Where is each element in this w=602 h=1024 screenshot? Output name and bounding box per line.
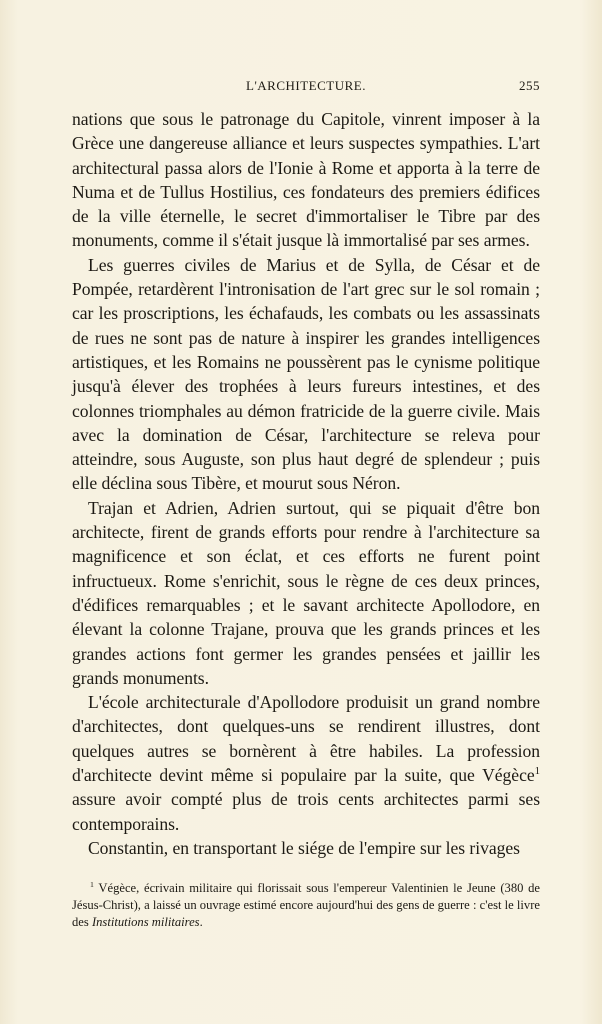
paragraph-4-text-before-note: L'école architecturale d'Apollodore produisit un grand nombre d'architectes, dont quelques-uns se rendirent illustres, dont quelques autres se bornèrent à être habiles. La profession d'architecte devint même si populaire par la suite, que Végèce	[72, 692, 540, 786]
running-title: L'ARCHITECTURE.	[246, 78, 366, 93]
footnote-reference-mark: 1	[534, 765, 540, 778]
page-number: 255	[519, 78, 540, 93]
footnote	[72, 880, 540, 932]
paragraph-4-text-after-note: assure avoir compté plus de trois cents architectes parmi ses contemporains.	[72, 789, 540, 834]
footnote-text: Végèce, écrivain militaire qui florissait sous l'empereur Valentinien le Jeune (380 de Jésus-Christ), a laissé un ouvrage estimé encore aujourd'hui des gens de guerre : c'est le livre des	[72, 881, 540, 930]
paragraph-4	[72, 690, 540, 836]
paragraph-5: Constantin, en transportant le siége de l'empire sur les rivages	[88, 837, 520, 858]
footnote-title: Institutions militaires	[91, 915, 200, 930]
footnote-title-wrapper	[92, 915, 200, 929]
paragraph-2: Les guerres civiles de Marius et de Sylla, de César et de Pompée, retardèrent l'intronisation de l'art grec sur le sol romain ; car les proscriptions, les échafauds, les combats ou les assassinats de rues ne sont pas de nature à inspirer les grandes intelligences artistiques, et les Romains ne poussèrent pas le cynisme politique jusqu'à élever des trophées à leurs fureurs intestines, et des colonnes triomphales au démon fratricide de la guerre civile. Mais avec la domination de César, l'architecture se releva pour atteindre, sous Auguste, son plus haut degré de splendeur ; puis elle déclina sous Tibère, et mourut sous Néron.	[72, 254, 540, 494]
paragraph-3: Trajan et Adrien, Adrien surtout, qui se piquait d'être bon architecte, firent de grands efforts pour rendre à l'architecture sa magnificence et son éclat, et ces efforts ne furent point infructueux. Rome s'enrichit, sous le règne de ces deux princes, d'édifices remarquables ; et le savant architecte Apollodore, en élevant la colonne Trajane, prouva que les grands princes et les grandes actions font germer les grandes pensées et jaillir les grands monuments.	[72, 497, 540, 688]
paragraph-1: nations que sous le patronage du Capitole, vinrent imposer à la Grèce une dangereuse alliance et leurs suspectes sympathies. L'art architectural passa alors de l'Ionie à Rome et apporta à la terre de Numa et de Tullus Hostilius, ces fondateurs des premiers édifices de la ville éternelle, le secret d'immortaliser le Tibre par des monuments, comme il s'était jusque là immortalisé par ses armes.	[72, 109, 540, 251]
running-head	[72, 78, 540, 98]
footnote-end: .	[199, 915, 203, 930]
body-text	[72, 107, 540, 860]
footnote-mark: 1	[90, 879, 94, 889]
